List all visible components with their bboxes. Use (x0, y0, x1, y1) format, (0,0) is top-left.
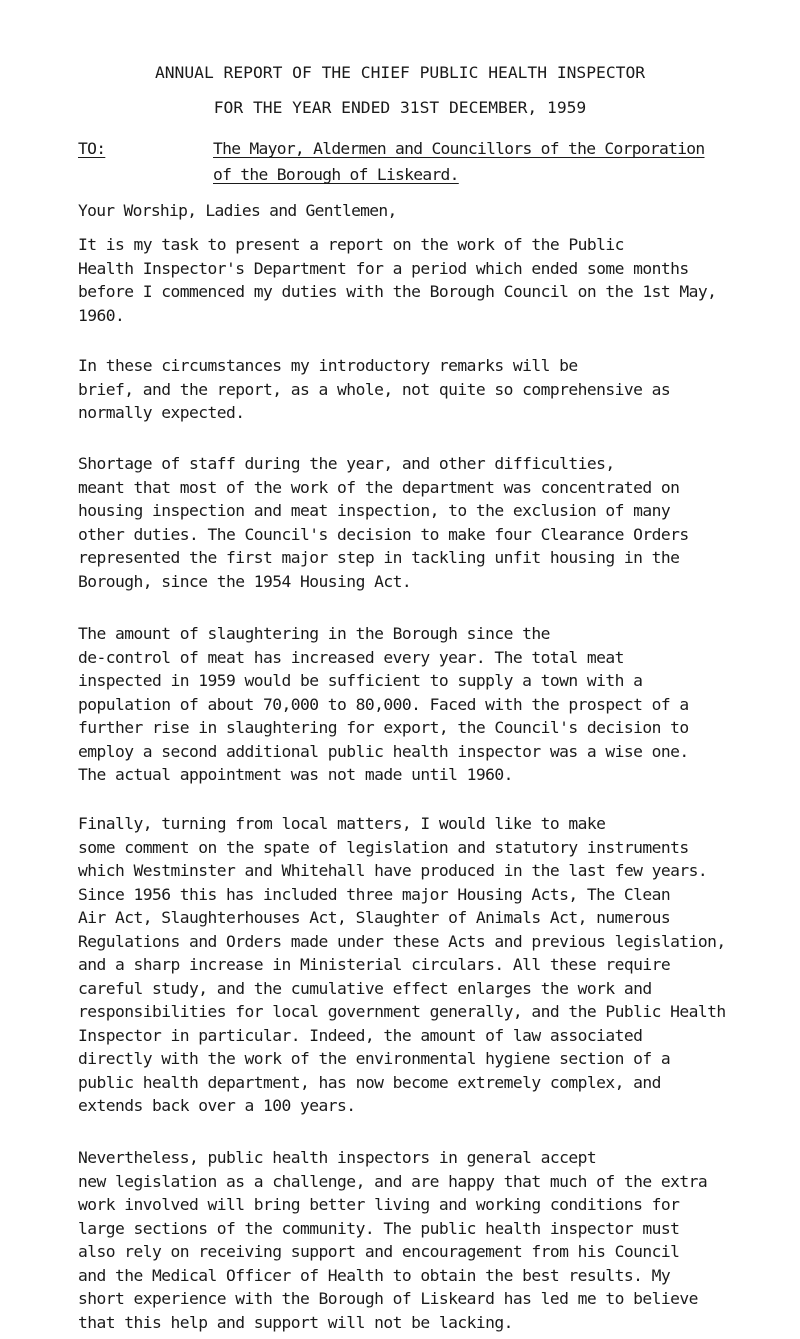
paragraph-line: The actual appointment was not made until 1960. (78, 765, 513, 784)
paragraph-3 (78, 452, 778, 593)
addressee-line-2: of the Borough of Liskeard. (213, 165, 459, 184)
paragraph-line: Nevertheless, public health inspectors in general accept (78, 1148, 597, 1167)
paragraph-line: directly with the work of the environmental hygiene section of a (78, 1049, 671, 1068)
paragraph-line: new legislation as a challenge, and are happy that much of the extra (78, 1171, 708, 1191)
paragraph-line: further rise in slaughtering for export, the Council's decision to (78, 718, 689, 737)
paragraph-line: Borough, since the 1954 Housing Act. (78, 571, 412, 591)
paragraph-line: public health department, has now become extremely complex, and (78, 1072, 661, 1092)
paragraph-line: which Westminster and Whitehall have produced in the last few years. (78, 861, 708, 880)
paragraph-line: large sections of the community. The public health inspector must (78, 1218, 680, 1238)
report-subtitle: FOR THE YEAR ENDED 31ST DECEMBER, 1959 (213, 98, 587, 117)
paragraph-line: responsibilities for local government generally, and the Public Health (78, 1002, 726, 1021)
paragraph-line: before I commenced my duties with the Borough Council on the 1st May, (78, 282, 717, 301)
addressee-line-1: The Mayor, Aldermen and Councillors of the Corporation (213, 139, 705, 158)
paragraph-line: normally expected. (78, 403, 245, 422)
paragraph-2 (78, 354, 778, 425)
paragraph-line: Shortage of staff during the year, and other difficulties, (78, 454, 615, 473)
paragraph-line: Regulations and Orders made under these Acts and previous legislation, (78, 931, 726, 951)
paragraph-line: Inspector in particular. Indeed, the amount of law associated (78, 1025, 643, 1045)
paragraph-line: 1960. (78, 305, 125, 325)
paragraph-line: extends back over a 100 years. (78, 1096, 356, 1115)
paragraph-line: work involved will bring better living and working conditions for (78, 1195, 680, 1214)
paragraph-line: employ a second additional public health inspector was a wise one. (78, 741, 689, 761)
paragraph-line: some comment on the spate of legislation and statutory instruments (78, 837, 689, 857)
paragraph-5 (78, 812, 778, 1118)
paragraph-line: careful study, and the cumulative effect enlarges the work and (78, 978, 652, 998)
paragraph-6 (78, 1146, 778, 1334)
paragraph-line: brief, and the report, as a whole, not quite so comprehensive as (78, 379, 671, 399)
paragraph-line: Finally, turning from local matters, I would like to make (78, 814, 606, 833)
paragraph-line: The amount of slaughtering in the Borough since the (78, 624, 550, 643)
paragraph-line: other duties. The Council's decision to make four Clearance Orders (78, 524, 689, 544)
paragraph-line: housing inspection and meat inspection, to the exclusion of many (78, 501, 671, 520)
paragraph-line: Since 1956 this has included three major Housing Acts, The Clean (78, 884, 671, 904)
paragraph-line: that this help and support will not be lacking. (78, 1312, 513, 1332)
paragraph-line: In these circumstances my introductory remarks will be (78, 356, 578, 375)
paragraph-line: and the Medical Officer of Health to obtain the best results. My (78, 1265, 671, 1285)
paragraph-line: Health Inspector's Department for a period which ended some months (78, 258, 689, 278)
paragraph-line: also rely on receiving support and encouragement from his Council (78, 1242, 680, 1261)
paragraph-line: and a sharp increase in Ministerial circulars. All these require (78, 955, 671, 974)
salutation: Your Worship, Ladies and Gentlemen, (78, 201, 397, 220)
report-title: ANNUAL REPORT OF THE CHIEF PUBLIC HEALTH INSPECTOR (154, 63, 646, 82)
paragraph-line: short experience with the Borough of Liskeard has led me to believe (78, 1289, 698, 1308)
paragraph-4 (78, 622, 778, 787)
paragraph-line: meant that most of the work of the department was concentrated on (78, 477, 680, 497)
to-label: TO: (78, 139, 106, 158)
paragraph-line: It is my task to present a report on the work of the Public (78, 235, 624, 254)
paragraph-line: inspected in 1959 would be sufficient to supply a town with a (78, 671, 643, 690)
paragraph-line: represented the first major step in tackling unfit housing in the (78, 548, 680, 567)
paragraph-line: population of about 70,000 to 80,000. Faced with the prospect of a (78, 694, 689, 714)
paragraph-line: Air Act, Slaughterhouses Act, Slaughter of Animals Act, numerous (78, 908, 671, 927)
paragraph-line: de-control of meat has increased every year. The total meat (78, 647, 624, 667)
paragraph-1 (78, 233, 778, 327)
